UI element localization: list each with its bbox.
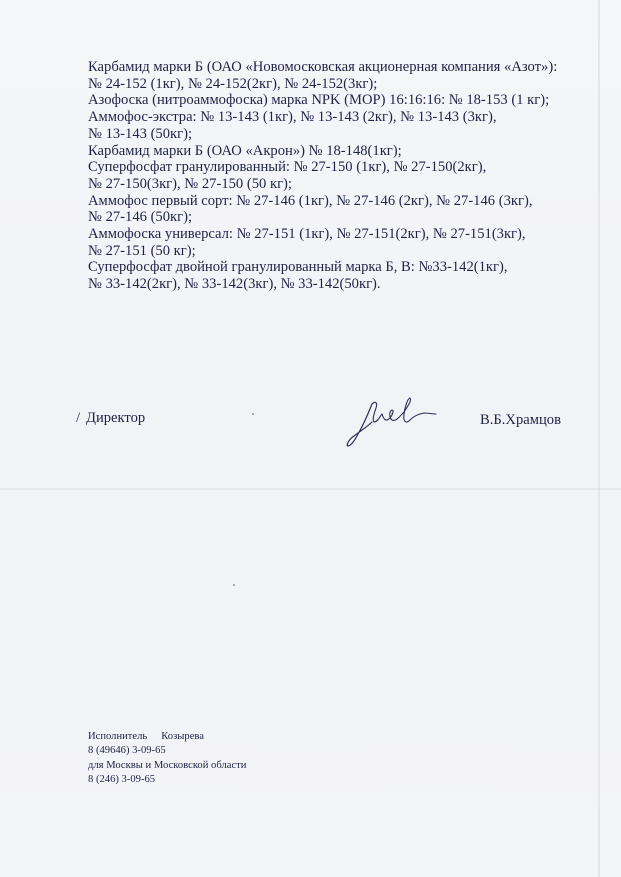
body-line: Карбамид марки Б (ОАО «Новомосковская акционерная компания «Азот»): <box>88 59 558 75</box>
body-line: № 27-150(3кг), № 27-150 (50 кг); <box>88 175 292 192</box>
body-line: Аммофос первый сорт: № 27-146 (1кг), № 27-146 (2кг), № 27-146 (3кг), <box>88 192 533 209</box>
body-line: № 13-143 (50кг); <box>88 125 193 142</box>
body-line: Аммофос-экстра: № 13-143 (1кг), № 13-143 (2кг), № 13-143 (3кг), <box>88 109 497 126</box>
scan-speck <box>233 584 235 586</box>
slash-mark: / <box>76 410 81 426</box>
contact-block <box>88 730 246 788</box>
body-line: № 33-142(2кг), № 33-142(3кг), № 33-142(50кг). <box>88 276 381 293</box>
body-line: Аммофоска универсал: № 27-151 (1кг), № 27-151(2кг), № 27-151(3кг), <box>88 226 526 243</box>
phone-regional: 8 (246) 3-09-65 <box>88 774 156 786</box>
phone-primary: 8 (49646) 3-09-65 <box>88 745 166 757</box>
body-line: Карбамид марки Б (ОАО «Акрон») № 18-148(1кг); <box>88 142 402 159</box>
body-line: № 24-152 (1кг), № 24-152(2кг), № 24-152(3кг); <box>88 75 378 92</box>
signer-name: В.Б.Храмцов <box>480 412 561 428</box>
body-line: Суперфосфат гранулированный: № 27-150 (1кг), № 27-150(2кг), <box>88 159 487 176</box>
fertilizer-list <box>88 59 588 293</box>
executor-name: Козырева <box>161 731 204 742</box>
body-line: № 27-151 (50 кг); <box>88 242 196 259</box>
position-title: Директор <box>86 410 146 426</box>
executor-line <box>88 730 246 744</box>
body-line: № 27-146 (50кг); <box>88 209 193 226</box>
body-line: Азофоска (нитроаммофоска) марка NPK (MOP) 16:16:16: № 18-153 (1 кг); <box>88 92 550 109</box>
fold-crease-horizontal <box>0 488 621 490</box>
region-note: для Москвы и Московской области <box>88 759 247 771</box>
body-line: Суперфосфат двойной гранулированный марка Б, В: №33-142(1кг), <box>88 259 508 276</box>
executor-label: Исполнитель <box>88 731 148 742</box>
fold-crease-vertical <box>598 0 600 877</box>
signature-row <box>76 408 576 448</box>
handwritten-signature <box>342 392 438 450</box>
